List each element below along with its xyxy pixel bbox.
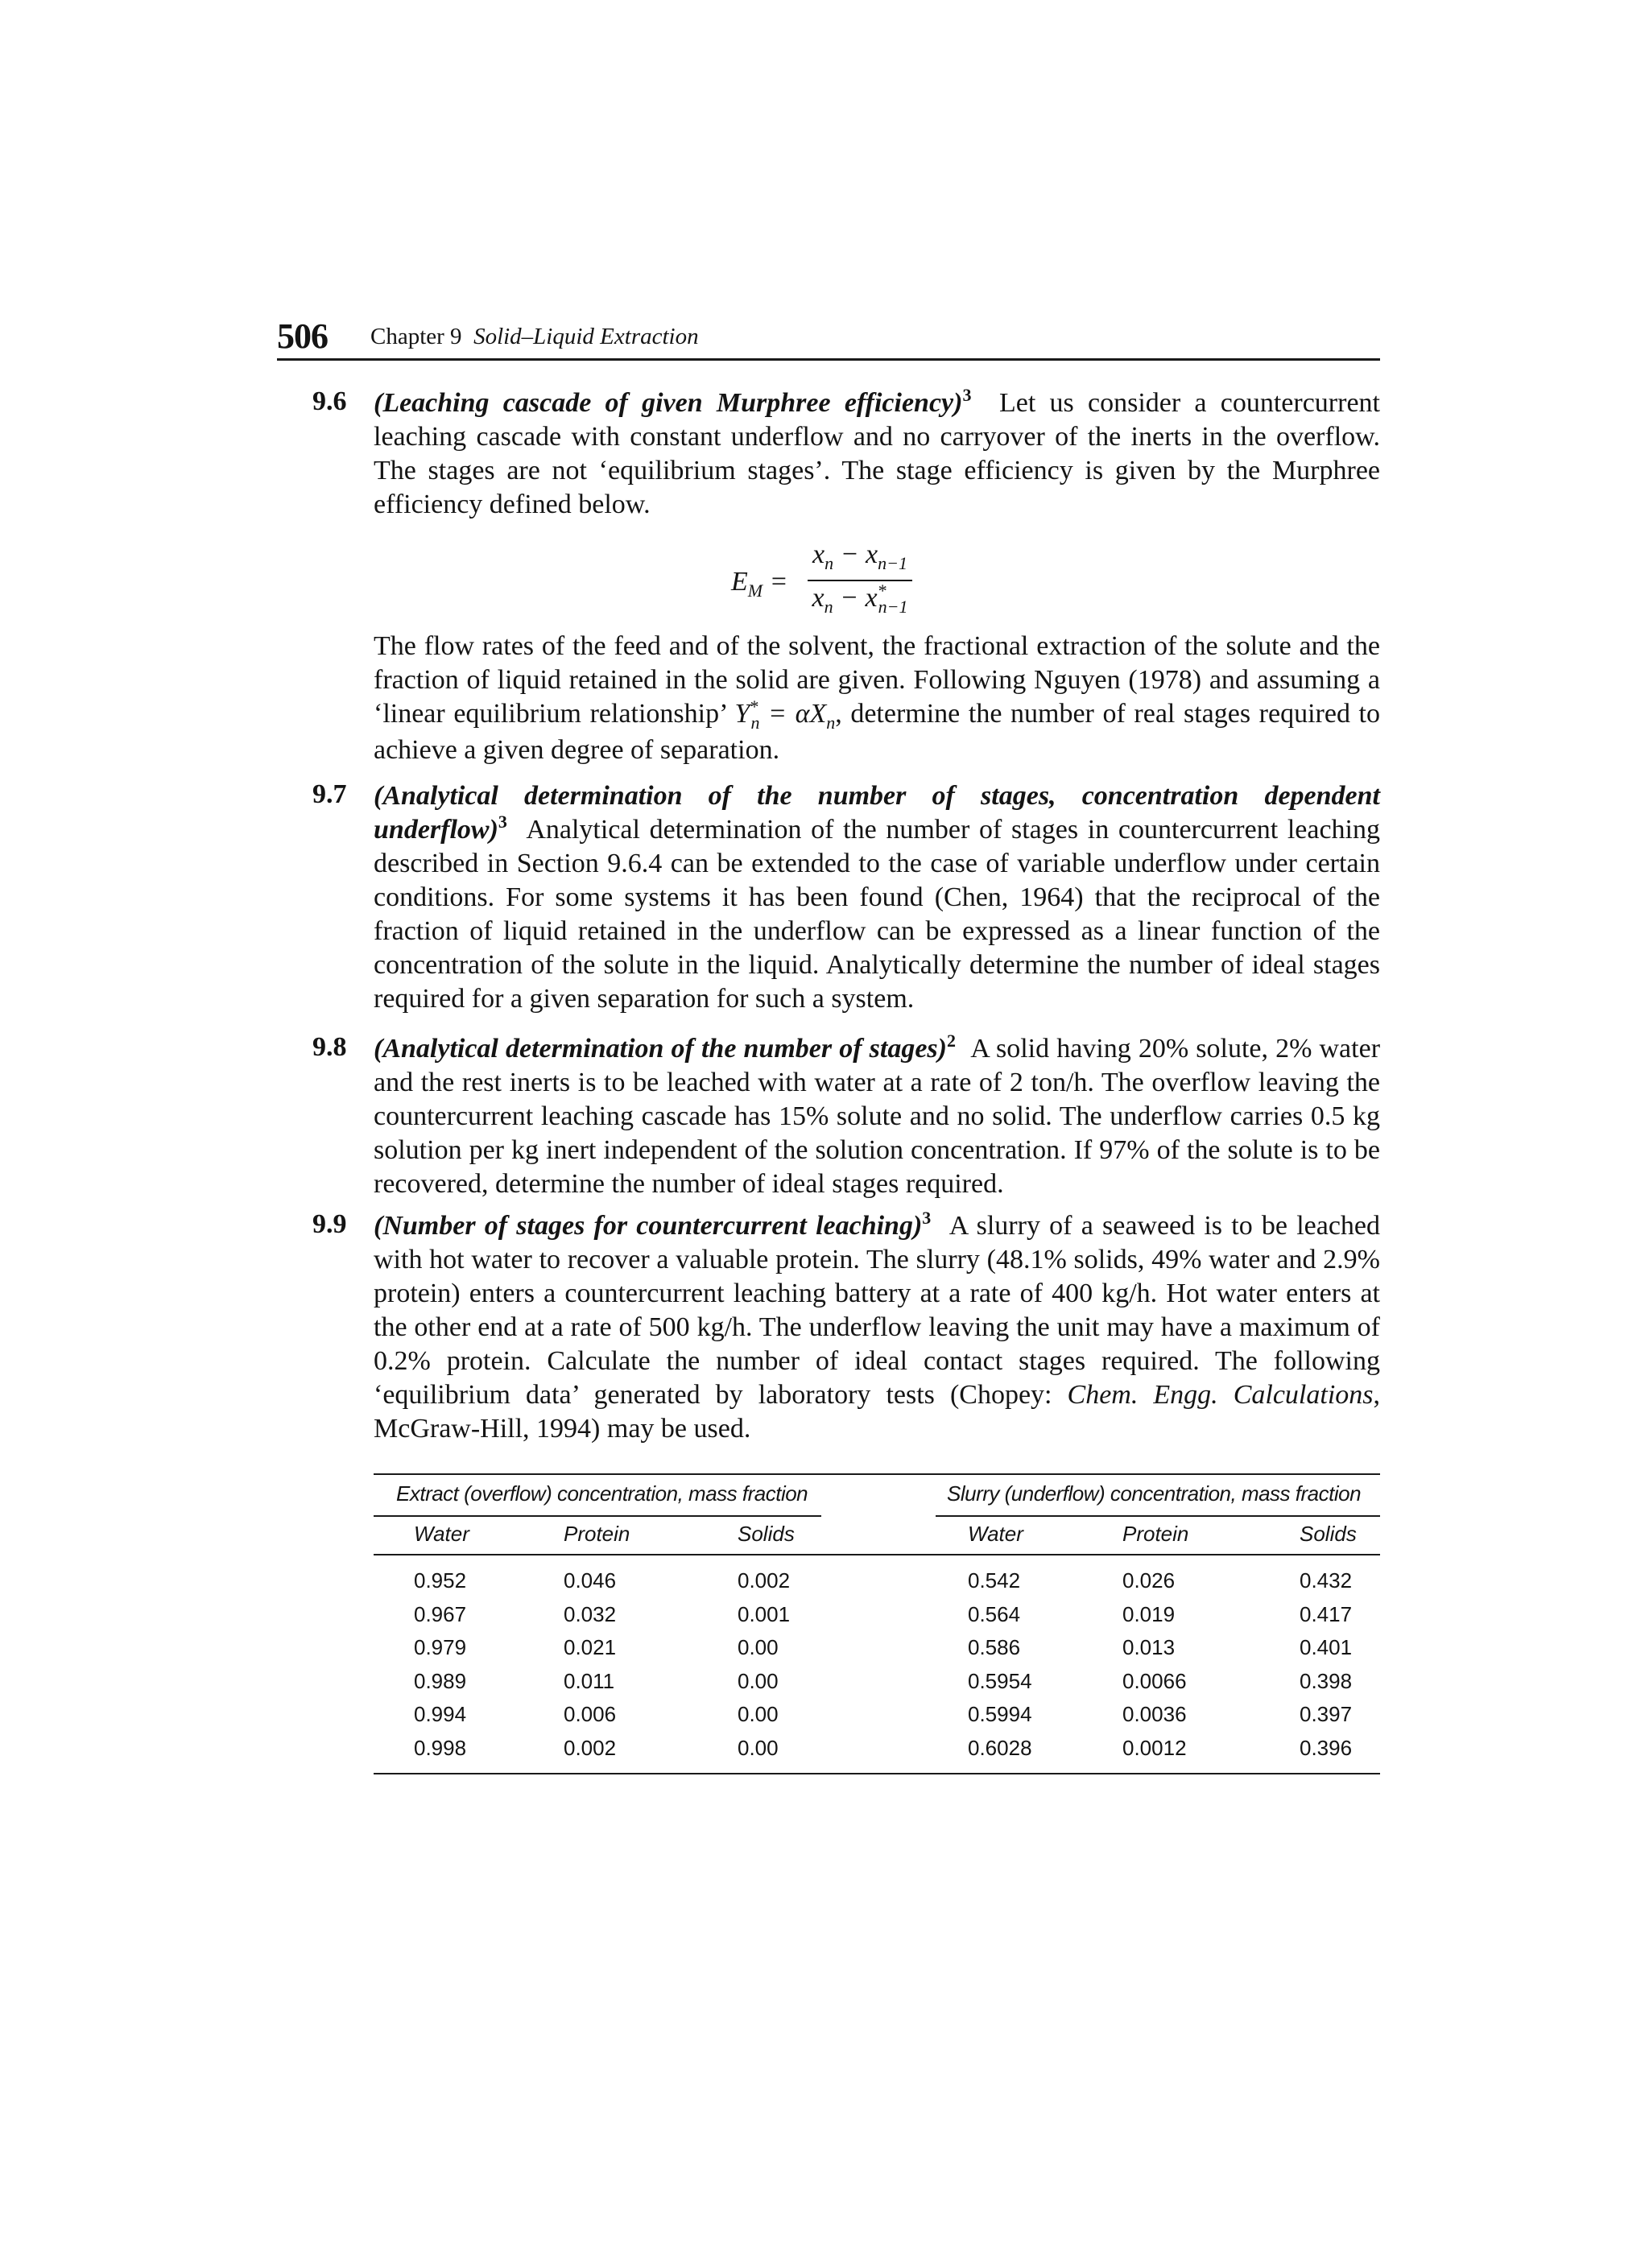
table-cell: 0.011	[564, 1668, 615, 1693]
table-cell: 0.994	[414, 1702, 467, 1726]
header-bottom-rule	[374, 1554, 1380, 1555]
table-cell: 0.046	[564, 1568, 617, 1593]
fraction-bar	[808, 580, 912, 581]
table-cell: 0.00	[738, 1735, 779, 1760]
table-cell: 0.5994	[968, 1702, 1032, 1726]
table-cell: 0.989	[414, 1668, 467, 1693]
table-cell: 0.00	[738, 1635, 779, 1659]
problem-text: (Number of stages for countercurrent leaching)$^3$ A slurry of a seaweed is to be leached with hot water to recover a valuable protein. The slurry (48.1% solids, 49% water and 2.9% protein) enters a countercurrent leaching battery at a rate of 400 kg/h. Hot water enters at the other end at a rate of 500 kg/h. The underflow leaving the unit may have a maximum of 0.2% protein. Calculate the number of ideal contact stages required. The following ‘equilibrium data’ generated by laboratory tests (Chopey: Chem. Engg. Calculations, McGraw-Hill, 1994) may be used.	[374, 1208, 1381, 1444]
table-cell: 0.00	[738, 1702, 779, 1726]
table-cell: 0.006	[564, 1702, 617, 1726]
chapter-number: Chapter 9	[370, 324, 462, 349]
table-top-rule	[374, 1473, 1380, 1475]
chapter-title: Solid–Liquid Extraction	[473, 324, 699, 349]
equilibrium-relation: $Y^*_n = \alpha X_n$	[734, 696, 836, 733]
table-cell: 0.021	[564, 1635, 617, 1659]
column-header-water: Water	[968, 1522, 1023, 1546]
table-cell: 0.6028	[968, 1735, 1032, 1760]
problem-number: 9.6	[312, 386, 347, 416]
problem-title: (Analytical determination of the number of stages)	[374, 1034, 947, 1064]
table-cell: 0.432	[1300, 1568, 1353, 1593]
difficulty-level: 3	[922, 1208, 932, 1228]
column-header-water: Water	[414, 1522, 469, 1546]
problem-intro	[374, 386, 1380, 522]
column-header-solids: Solids	[738, 1522, 795, 1546]
difficulty-level: 2	[946, 1031, 956, 1051]
table-cell: 0.002	[738, 1568, 791, 1593]
table-cell: 0.401	[1300, 1635, 1353, 1659]
difficulty-level: 3	[498, 812, 507, 832]
group-rule-slurry	[936, 1515, 1380, 1517]
table-cell: 0.013	[1122, 1635, 1176, 1659]
equilibrium-data-table	[374, 1473, 1380, 1779]
table-cell: 0.002	[564, 1735, 617, 1760]
problem-number: 9.8	[312, 1032, 347, 1062]
equation-lhs: $E_M$ =	[731, 567, 788, 601]
chapter-label	[370, 324, 699, 350]
group-header-extract: Extract (overflow) concentration, mass fraction	[396, 1481, 808, 1506]
problem-text: (Analytical determination of the number of stages)$^2$ A solid having 20% solute, 2% water and the rest inerts is to be leached with water at a rate of 2 ton/h. The overflow leaving the countercurrent leaching cascade has 15% solute and no solid. The underflow carries 0.5 kg solution per kg inert independent of the solution concentration. If 97% of the solute is to be recovered, determine the number of ideal stages required.	[374, 1031, 1381, 1199]
header-rule	[277, 358, 1380, 361]
table-bottom-rule	[374, 1773, 1380, 1774]
table-cell: 0.0066	[1122, 1668, 1187, 1693]
table-cell: 0.0012	[1122, 1735, 1187, 1760]
citation: Chem. Engg. Calculations	[1067, 1380, 1374, 1410]
column-header-protein: Protein	[1122, 1522, 1189, 1546]
column-header-protein: Protein	[564, 1522, 630, 1546]
problem-title: (Leaching cascade of given Murphree efficiency)	[374, 388, 963, 418]
difficulty-level: 3	[962, 385, 972, 405]
problem-number: 9.9	[312, 1209, 347, 1239]
page-number: 506	[277, 316, 328, 356]
equation-denominator: $x_n - x^*_{n-1}$	[812, 580, 908, 617]
table-cell: 0.586	[968, 1635, 1021, 1659]
table-cell: 0.979	[414, 1635, 467, 1659]
table-cell: 0.5954	[968, 1668, 1032, 1693]
running-header	[277, 316, 1380, 361]
table-cell: 0.564	[968, 1601, 1021, 1626]
group-rule-extract	[374, 1515, 821, 1517]
table-cell: 0.998	[414, 1735, 467, 1760]
table-cell: 0.417	[1300, 1601, 1353, 1626]
table-cell: 0.001	[738, 1601, 791, 1626]
table-cell: 0.0036	[1122, 1702, 1187, 1726]
table-cell: 0.026	[1122, 1568, 1176, 1593]
problem-title: (Analytical determination of the number of stages, concentration dependent underflow)	[374, 781, 1380, 845]
column-header-solids: Solids	[1300, 1522, 1357, 1546]
table-cell: 0.019	[1122, 1601, 1176, 1626]
equation-numerator: $x_n - x_{n-1}$	[812, 539, 907, 573]
problem-text: The flow rates of the feed and of the solvent, the fractional extraction of the solute and the fraction of liquid retained in the solid are given. Following Nguyen (1978) and assuming a ‘linear equilibrium relationship’ $Y^*_n = \alpha X_n$, determine the number of real stages required to achieve a given degree of separation.	[374, 631, 1380, 765]
group-header-slurry: Slurry (underflow) concentration, mass fraction	[947, 1481, 1362, 1506]
problem-text: (Analytical determination of the number of stages, concentration dependent underflow)$^3$ Analytical determination of the number of stages in countercurrent leaching described in Section 9.6.4 can be extended to the case of variable underflow under certain conditions. For some systems it has been found (Chen, 1964) that the reciprocal of the fraction of liquid retained in the underflow can be expressed as a linear function of the concentration of the solute in the liquid. Analytically determine the number of ideal stages required for a given separation for such a system.	[374, 781, 1381, 1014]
table-cell: 0.397	[1300, 1702, 1353, 1726]
table-cell: 0.398	[1300, 1668, 1353, 1693]
table-cell: 0.952	[414, 1568, 467, 1593]
problem-number: 9.7	[312, 779, 347, 809]
table-cell: 0.967	[414, 1601, 467, 1626]
table-cell: 0.396	[1300, 1735, 1353, 1760]
table-cell: 0.542	[968, 1568, 1021, 1593]
problem-title: (Number of stages for countercurrent leaching)	[374, 1211, 923, 1241]
murphree-equation	[731, 539, 973, 620]
problem-text: Let us consider a countercurrent leaching cascade with constant underflow and no carryover of the inerts in the overflow. The stages are not ‘equilibrium stages’. The stage efficiency is given by the Murphree efficiency defined below.	[374, 388, 1380, 519]
table-cell: 0.00	[738, 1668, 779, 1693]
table-cell: 0.032	[564, 1601, 617, 1626]
